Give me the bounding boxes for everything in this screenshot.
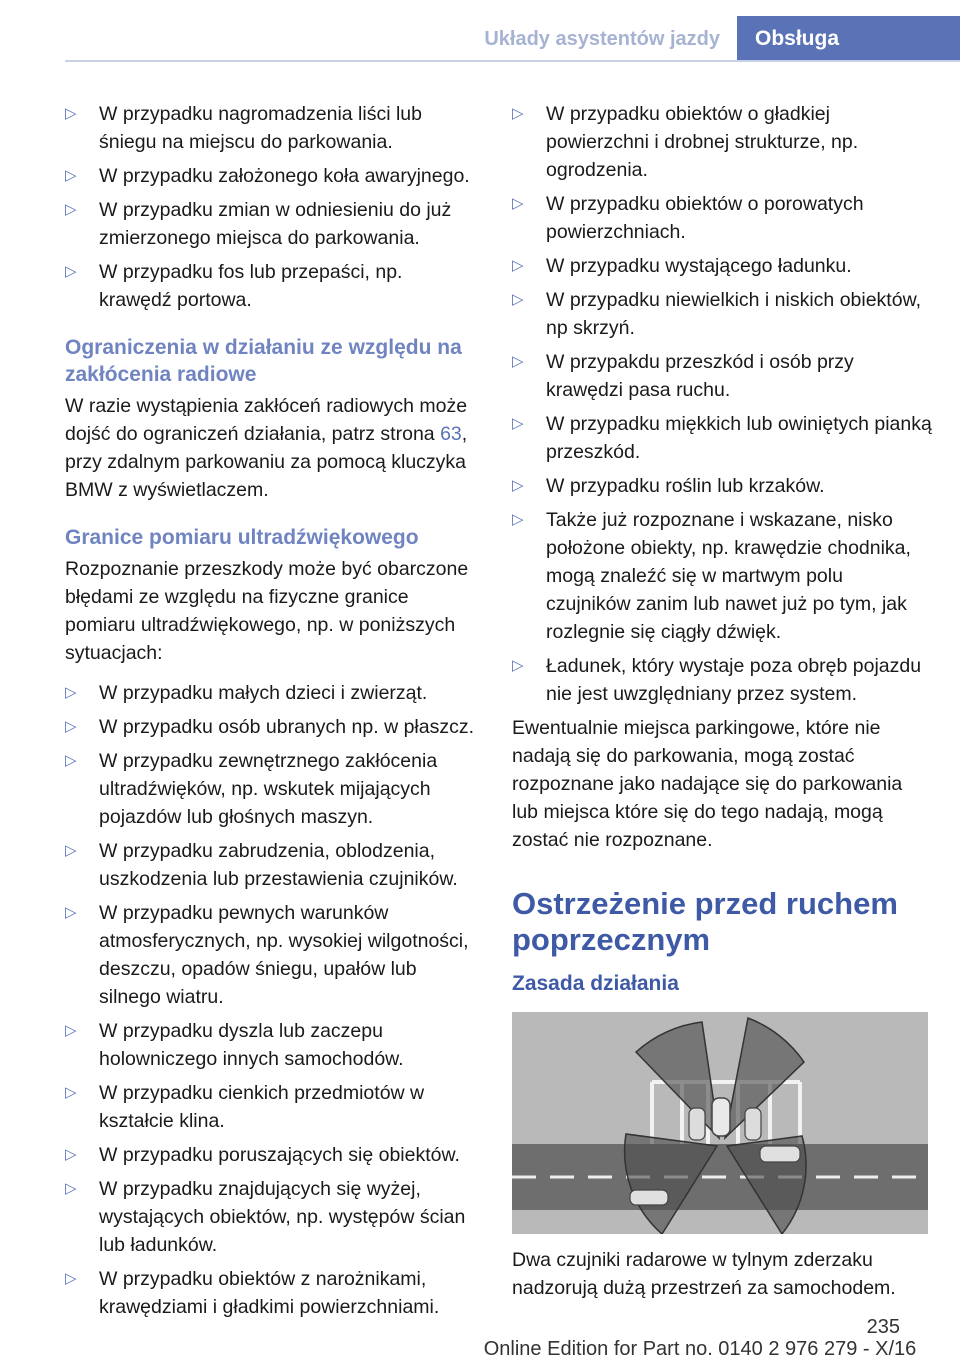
list-item: ▷ W przypadku obiektów o gładkiej powierzchni i drobnej strukturze, np. ogrodzenia. — [512, 100, 932, 184]
list-a — [65, 100, 477, 314]
triangle-bullet-icon: ▷ — [512, 657, 524, 674]
list-item: ▷ W przypadku wystającego ładunku. — [512, 252, 932, 280]
header-tab-obsluga[interactable] — [737, 16, 960, 62]
triangle-bullet-icon: ▷ — [65, 1084, 77, 1101]
right-column — [512, 100, 932, 1314]
radar-caption: Dwa czujniki radarowe w tylnym zderzaku nadzorują dużą przestrzeń za samochodem. — [512, 1249, 896, 1299]
header-tab-label: Obsługa — [755, 27, 840, 50]
header-section-title: Układy asystentów jazdy — [484, 28, 720, 50]
list-item: ▷ W przypadku pewnych warunków atmosferycznych, np. wysokiej wilgotności, deszczu, opadów śniegu, upałów lub silnego wiatru. — [65, 899, 477, 1011]
triangle-bullet-icon: ▷ — [512, 477, 524, 494]
ultrasonic-heading: Granice pomiaru ultradźwiękowego — [65, 526, 419, 549]
triangle-bullet-icon: ▷ — [65, 105, 77, 122]
ultrasonic-list — [65, 679, 477, 1321]
triangle-bullet-icon: ▷ — [65, 201, 77, 218]
principle-subheading: Zasada działania — [512, 972, 679, 995]
triangle-bullet-icon: ▷ — [512, 511, 524, 528]
list-item: ▷ W przypadku zabrudzenia, oblodzenia, uszkodzenia lub przestawienia czujników. — [65, 837, 477, 893]
list-item: ▷ W przypadku założonego koła awaryjnego. — [65, 162, 477, 190]
radio-paragraph: W razie wystąpienia zakłóceń radiowych może dojść do ograniczeń działania, patrz strona 63, przy zdalnym parkowaniu za pomocą kluczyka BMW z wyświetlaczem. — [65, 395, 468, 501]
header-divider — [65, 60, 960, 62]
list-c — [512, 100, 932, 708]
list-item: ▷ Ładunek, który wystaje poza obręb pojazdu nie jest uwzględniany przez system. — [512, 652, 932, 708]
triangle-bullet-icon: ▷ — [65, 842, 77, 859]
triangle-bullet-icon: ▷ — [65, 1022, 77, 1039]
list-item: ▷ W przypakdu przeszkód i osób przy krawędzi pasa ruchu. — [512, 348, 932, 404]
triangle-bullet-icon: ▷ — [512, 195, 524, 212]
triangle-bullet-icon: ▷ — [65, 684, 77, 701]
list-item: ▷ W przypadku zewnętrznego zakłócenia ultradźwięków, np. wskutek mijających pojazdów lub głośnych maszyn. — [65, 747, 477, 831]
list-item: ▷ W przypadku dyszla lub zaczepu holowniczego innych samochodów. — [65, 1017, 477, 1073]
radar-diagram — [512, 1012, 928, 1234]
triangle-bullet-icon: ▷ — [65, 263, 77, 280]
cross-traffic-illustration — [512, 1012, 928, 1234]
triangle-bullet-icon: ▷ — [65, 167, 77, 184]
triangle-bullet-icon: ▷ — [65, 1270, 77, 1287]
list-item: ▷ W przypadku znajdujących się wyżej, wystających obiektów, np. występów ścian lub ładunków. — [65, 1175, 477, 1259]
triangle-bullet-icon: ▷ — [512, 257, 524, 274]
list-item: ▷ W przypadku fos lub przepaści, np. krawędź portowa. — [65, 258, 477, 314]
ultrasonic-intro: Rozpoznanie przeszkody może być obarczone błędami ze względu na fizyczne granice pomiaru ultradźwiękowego, np. w poniższych sytuacjach: — [65, 558, 469, 664]
parked-car-right — [745, 1108, 761, 1140]
list-item: ▷ W przypadku obiektów z narożnikami, krawędziami i gładkimi powierzchniami. — [65, 1265, 477, 1321]
triangle-bullet-icon: ▷ — [512, 291, 524, 308]
parking-note: Ewentualnie miejsca parkingowe, które nie nadają się do parkowania, mogą zostać rozpoznane jako nadające się do parkowania lub miejsca które się do tego nadają, mogą zostać nie rozpoznane. — [512, 717, 903, 851]
list-item: ▷ W przypadku cienkich przedmiotów w kształcie klina. — [65, 1079, 477, 1135]
list-item: ▷ W przypadku niewielkich i niskich obiektów, np skrzyń. — [512, 286, 932, 342]
cross-traffic-heading: Ostrzeżenie przed ruchem poprzecznym — [512, 886, 898, 957]
page-number: 235 — [866, 1316, 900, 1338]
triangle-bullet-icon: ▷ — [65, 752, 77, 769]
triangle-bullet-icon: ▷ — [65, 1146, 77, 1163]
list-item: ▷ W przypadku roślin lub krzaków. — [512, 472, 932, 500]
list-item: ▷ W przypadku małych dzieci i zwierząt. — [65, 679, 477, 707]
left-column — [65, 100, 477, 1327]
ego-car — [712, 1098, 730, 1136]
triangle-bullet-icon: ▷ — [512, 353, 524, 370]
crossing-car-right — [760, 1146, 800, 1162]
list-item: ▷ W przypadku zmian w odniesieniu do już zmierzonego miejsca do parkowania. — [65, 196, 477, 252]
triangle-bullet-icon: ▷ — [65, 718, 77, 735]
list-item: ▷ Także już rozpoznane i wskazane, nisko położone obiekty, np. krawędzie chodnika, mogą znaleźć się w martwym polu czujników zanim lub nawet już po tym, jak rozlegnie się ciągły dźwięk. — [512, 506, 932, 646]
list-item: ▷ W przypadku nagromadzenia liści lub śniegu na miejscu do parkowania. — [65, 100, 477, 156]
list-item: ▷ W przypadku miękkich lub owiniętych pianką przeszkód. — [512, 410, 932, 466]
radio-heading: Ograniczenia w działaniu ze względu na zakłócenia radiowe — [65, 336, 462, 386]
list-item: ▷ W przypadku osób ubranych np. w płaszcz. — [65, 713, 477, 741]
triangle-bullet-icon: ▷ — [65, 904, 77, 921]
parked-car-left — [689, 1108, 705, 1140]
triangle-bullet-icon: ▷ — [512, 105, 524, 122]
page-link[interactable]: 63 — [440, 423, 462, 445]
list-item: ▷ W przypadku obiektów o porowatych powierzchniach. — [512, 190, 932, 246]
edition-footer: Online Edition for Part no. 0140 2 976 279 - X/16 — [483, 1338, 917, 1360]
list-item: ▷ W przypadku poruszających się obiektów. — [65, 1141, 477, 1169]
triangle-bullet-icon: ▷ — [65, 1180, 77, 1197]
triangle-bullet-icon: ▷ — [512, 415, 524, 432]
crossing-car-left — [630, 1190, 668, 1205]
